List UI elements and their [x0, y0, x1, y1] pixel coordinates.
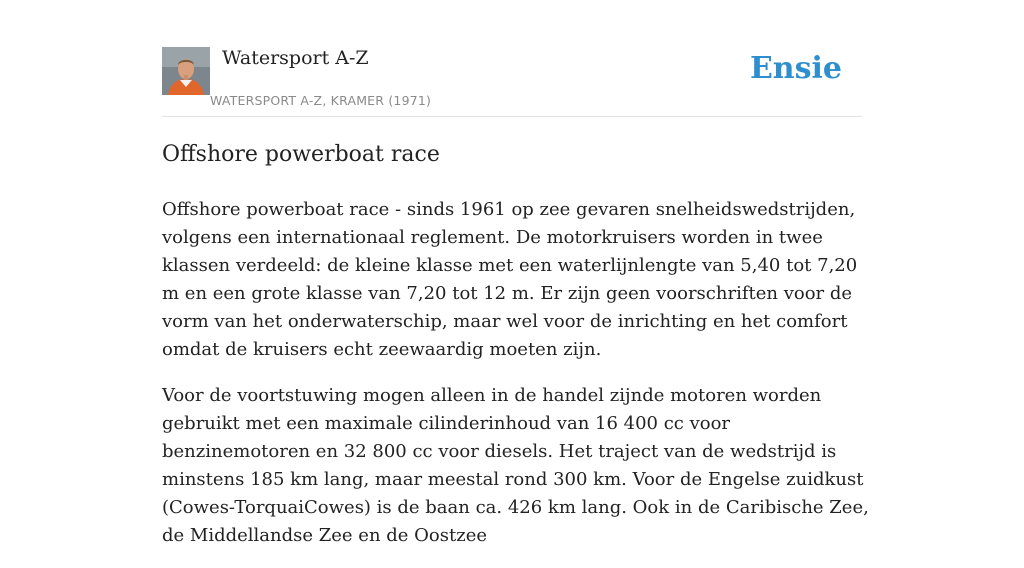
article	[162, 138, 872, 568]
person-photo-icon	[162, 47, 210, 95]
article-paragraph: Offshore powerboat race - sinds 1961 op zee gevaren snelheidswedstrijden, volgens een internationaal reglement. De motorkruisers worden in twee klassen verdeeld: de kleine klasse met een waterlijnlengte van 5,40 tot 7,20 m en een grote klasse van 7,20 tot 12 m. Er zijn geen voorschriften voor de vorm van het onderwaterschip, maar wel voor de inrichting en het comfort omdat de kruisers echt zeewaardig moeten zijn.	[162, 199, 858, 360]
source-subtitle: WATERSPORT A-Z, KRAMER (1971)	[210, 93, 432, 108]
article-paragraph: Voor de voortstuwing mogen alleen in de handel zijnde motoren worden gebruikt met een maximale cilinderinhoud van 16 400 cc voor benzinemotoren en 32 800 cc voor diesels. Het traject van de wedstrijd is minstens 185 km lang, maar meestal rond 300 km. Voor de Engelse zuidkust (Cowes-TorquaiCowes) is de baan ca. 426 km lang. Ook in de Caribische Zee, de Middellandse Zee en de Oostzee	[162, 385, 869, 546]
avatar[interactable]	[162, 47, 210, 95]
source-title[interactable]: Watersport A-Z	[222, 47, 369, 69]
source-header	[162, 46, 862, 117]
ensie-logo[interactable]: Ensie	[749, 51, 842, 86]
article-title: Offshore powerboat race	[162, 142, 440, 167]
